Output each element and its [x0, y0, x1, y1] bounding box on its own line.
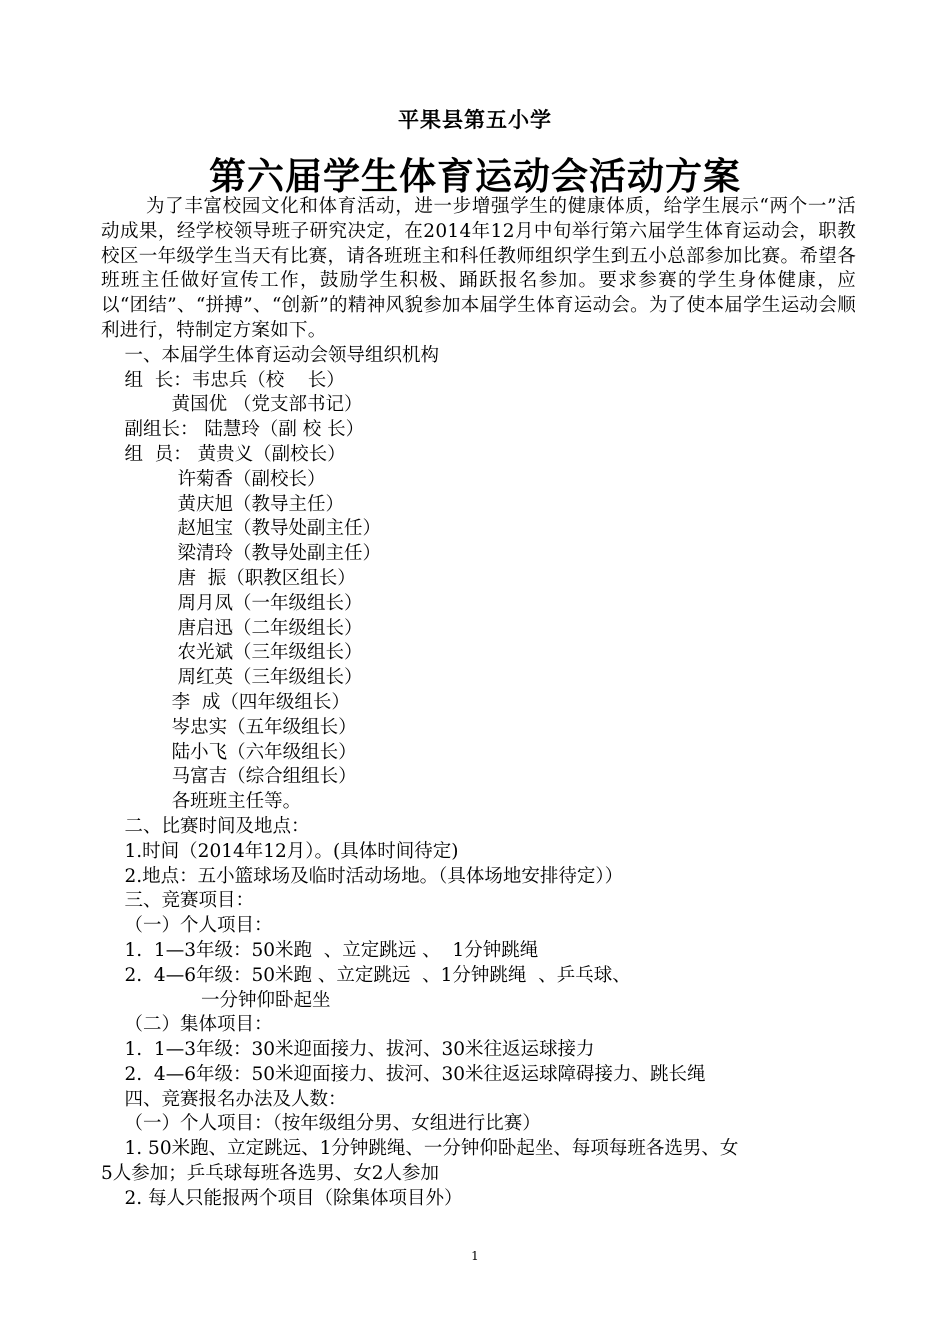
content-line: 1. 50米跑、立定跳远、1分钟跳绳、一分钟仰卧起坐、每项每班各选男、女	[101, 1138, 739, 1160]
content-line: 周月凤（一年级组长）	[101, 592, 363, 614]
content-line: （一）个人项目：	[101, 915, 273, 937]
content-line: 梁清玲（教导处副主任）	[101, 543, 381, 565]
content-line: 陆小飞（六年级组长）	[101, 741, 357, 763]
content-line: 1.时间（2014年12月）。(具体时间待定)	[101, 840, 459, 862]
content-line: 2. 4—6年级：50米跑 、立定跳远 、1分钟跳绳 、乒乓球、	[101, 964, 631, 986]
content-line: 5人参加；乒乓球每班各选男、女2人参加	[101, 1163, 440, 1185]
content-line: 副组长： 陆慧玲（副 校 长）	[101, 419, 365, 441]
content-line: 马富吉（综合组组长）	[101, 766, 357, 788]
content-line: 2. 4—6年级：50米迎面接力、拔河、30米往返运球障碍接力、跳长绳	[101, 1063, 706, 1085]
content-line: 许菊香（副校长）	[101, 468, 326, 490]
content-line: 赵旭宝（教导处副主任）	[101, 518, 381, 540]
content-line: 岑忠实（五年级组长）	[101, 716, 357, 738]
school-name: 平果县第五小学	[398, 107, 552, 132]
document-body	[101, 195, 856, 1212]
content-line: （二）集体项目：	[101, 1014, 273, 1036]
content-line: 黄国优 （党支部书记）	[101, 394, 363, 416]
content-line: 唐 振（职教区组长）	[101, 567, 356, 589]
content-line: 唐启迅（二年级组长）	[101, 617, 363, 639]
document-title: 第六届学生体育运动会活动方案	[209, 154, 741, 198]
content-line: 一、本届学生体育运动会领导组织机构	[101, 344, 440, 366]
content-line: 周红英（三年级组长）	[101, 667, 363, 689]
content-line: 四、竞赛报名办法及人数：	[101, 1088, 347, 1110]
content-lines	[101, 344, 856, 1212]
content-line: （一）个人项目：（按年级组分男、女组进行比赛）	[101, 1113, 541, 1135]
intro-paragraph: 为了丰富校园文化和体育活动，进一步增强学生的健康体质，给学生展示“两个一”活动成果，经学校领导班子研究决定，在2014年12月中旬举行第六届学生体育运动会，职教校区一年级学生当天有比赛，请各班班主和科任教师组织学生到五小总部参加比赛。希望各班班主任做好宣传工作，鼓励学生积极、踊跃报名参加。要求参赛的学生身体健康，应以“团结”、“拼搏”、“创新”的精神风貌参加本届学生体育运动会。为了使本届学生运动会顺利进行，特制定方案如下。	[101, 196, 856, 341]
content-line: 一分钟仰卧起坐	[101, 989, 331, 1011]
content-line: 三、竞赛项目：	[101, 890, 255, 912]
content-line: 1. 1—3年级：50米跑 、立定跳远 、 1分钟跳绳	[101, 939, 539, 961]
content-line: 组 员： 黄贵义（副校长）	[101, 443, 346, 465]
content-line: 1. 1—3年级：30米迎面接力、拔河、30米往返运球接力	[101, 1039, 595, 1061]
content-line: 各班班主任等。	[101, 791, 302, 813]
content-line: 黄庆旭（教导主任）	[101, 493, 344, 515]
content-line: 二、比赛时间及地点：	[101, 815, 310, 837]
content-line: 2. 每人只能报两个项目（除集体项目外）	[101, 1187, 463, 1209]
page-number: 1	[471, 1249, 479, 1263]
content-line: 农光斌（三年级组长）	[101, 642, 363, 664]
content-line: 2.地点：五小篮球场及临时活动场地。（具体场地安排待定））	[101, 865, 624, 887]
content-line: 李 成（四年级组长）	[101, 691, 350, 713]
content-line: 组 长：韦忠兵（校 长）	[101, 369, 345, 391]
